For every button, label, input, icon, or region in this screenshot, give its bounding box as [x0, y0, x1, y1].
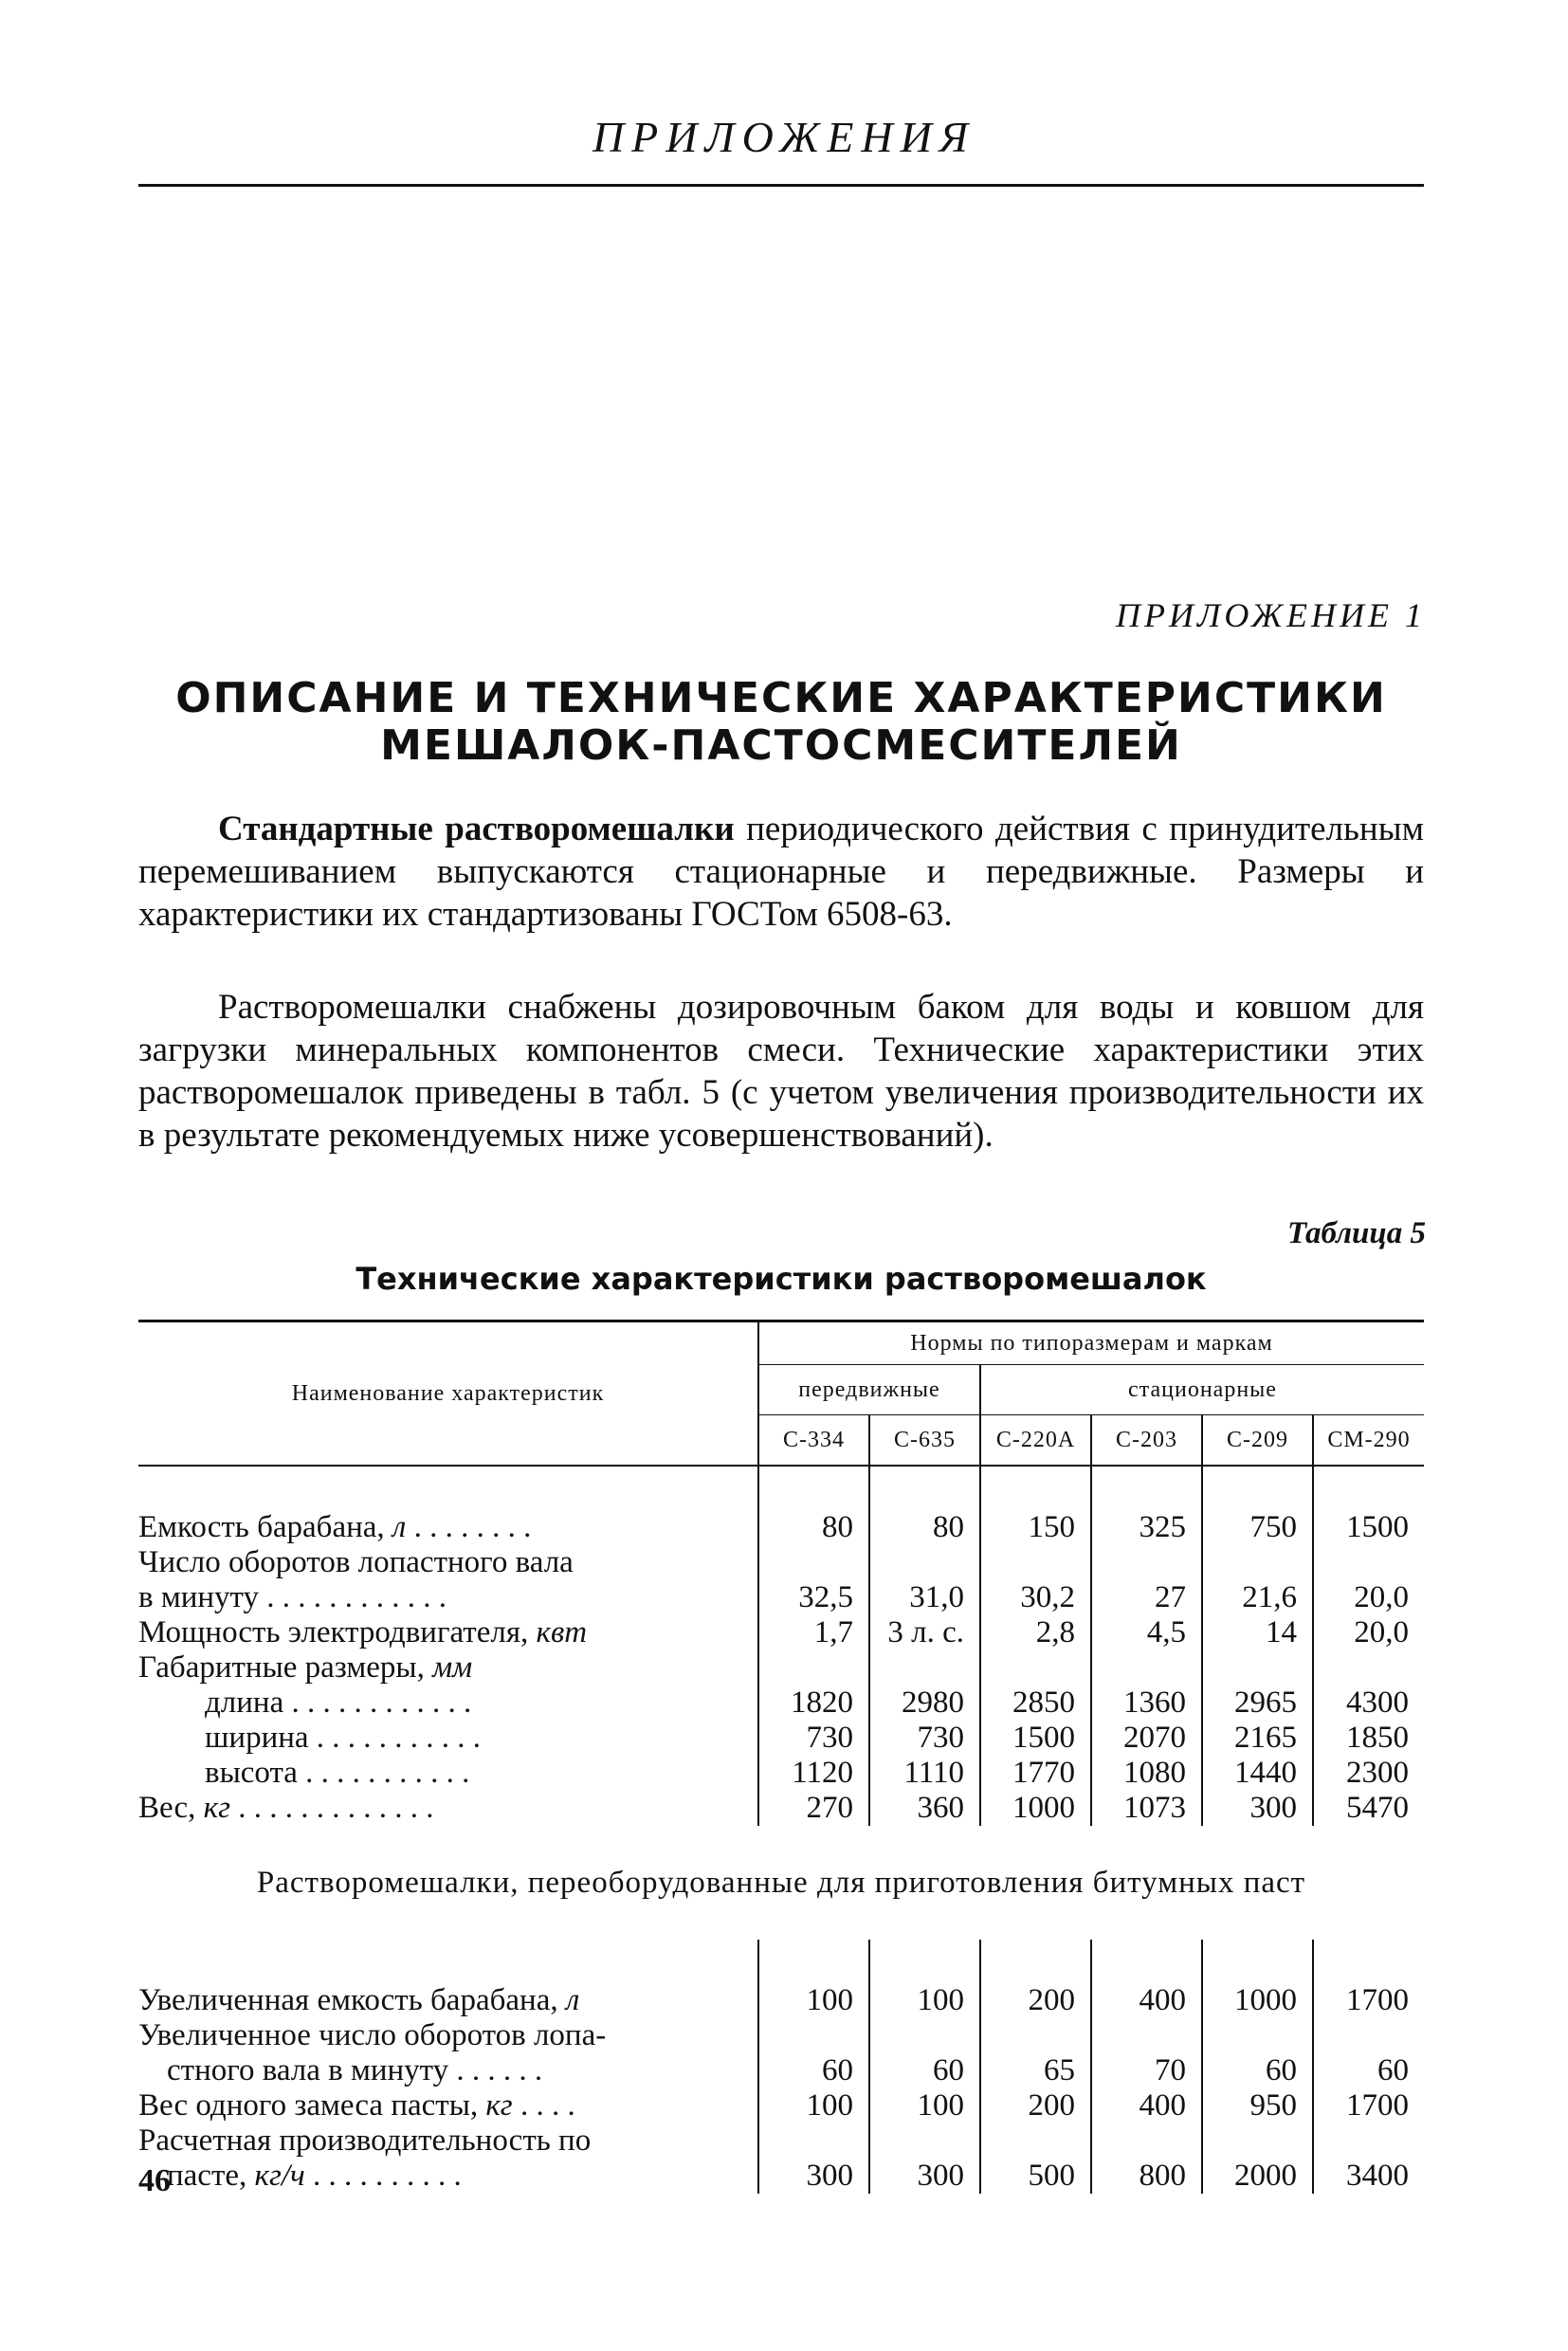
model-header: С-220А: [980, 1415, 1091, 1467]
table-cell: 200: [980, 2088, 1091, 2123]
table-cell: 1120: [758, 1756, 869, 1791]
table-row: [138, 1983, 1424, 2018]
table-cell: 200: [980, 1983, 1091, 2018]
row-label: Увеличенная емкость барабана, л: [138, 1983, 580, 2017]
table-cell: 4,5: [1091, 1615, 1202, 1650]
running-head: ПРИЛОЖЕНИЯ: [592, 113, 976, 161]
table-cell: 21,6: [1202, 1545, 1313, 1615]
table-cell: 1700: [1313, 1983, 1424, 2018]
table-cell: 1000: [980, 1791, 1091, 1826]
table-cell: 2165: [1202, 1721, 1313, 1756]
table-cell: 325: [1091, 1510, 1202, 1545]
table-cell: 2,8: [980, 1615, 1091, 1650]
table-cell: 800: [1091, 2123, 1202, 2194]
table-cell: 4300: [1313, 1686, 1424, 1721]
table-cell: 1440: [1202, 1756, 1313, 1791]
table-cell: 730: [758, 1721, 869, 1756]
table-cell: 27: [1091, 1545, 1202, 1615]
table-cell: 500: [980, 2123, 1091, 2194]
table-cell: 60: [1313, 2018, 1424, 2088]
table-cell: 400: [1091, 1983, 1202, 2018]
paragraph-1: [138, 808, 1424, 936]
table-cell: 1820: [758, 1686, 869, 1721]
stationary-group-header: стационарные: [980, 1365, 1424, 1415]
table-cell: 100: [758, 2088, 869, 2123]
table-label: Таблица 5: [1286, 1216, 1426, 1250]
table-cell: 31,0: [869, 1545, 980, 1615]
table-cell: 1850: [1313, 1721, 1424, 1756]
title-line-2: МЕШАЛОК-ПАСТОСМЕСИТЕЛЕЙ: [380, 721, 1182, 770]
table-cell: 1000: [1202, 1983, 1313, 2018]
table-row: [138, 1686, 1424, 1721]
table-row: [138, 1791, 1424, 1826]
row-label: ширина . . . . . . . . . . .: [205, 1721, 482, 1755]
table-cell: 1080: [1091, 1756, 1202, 1791]
title-line-1: ОПИСАНИЕ И ТЕХНИЧЕСКИЕ ХАРАКТЕРИСТИКИ: [175, 674, 1387, 722]
table-cell: 80: [758, 1510, 869, 1545]
table-cell: 30,2: [980, 1545, 1091, 1615]
spec-table: [138, 1320, 1424, 2194]
table-cell: 400: [1091, 2088, 1202, 2123]
table-cell: 1110: [869, 1756, 980, 1791]
table-cell: 1500: [980, 1721, 1091, 1756]
paragraph-1-text: периодического действия с принудительным перемешиванием выпускаются стационарные и передвижные. Размеры и характеристики их стандартизованы ГОСТом 6508-63.: [138, 810, 1424, 934]
table-cell: 60: [869, 2018, 980, 2088]
table-cell: 2965: [1202, 1686, 1313, 1721]
section-row: [138, 1826, 1424, 1940]
row-label: Емкость барабана, л . . . . . . . .: [138, 1510, 532, 1544]
table-row: [138, 1756, 1424, 1791]
table-row: [138, 1721, 1424, 1756]
table-cell: 360: [869, 1791, 980, 1826]
table-cell: 60: [758, 2018, 869, 2088]
table-cell: 750: [1202, 1510, 1313, 1545]
table-row: [138, 2123, 1424, 2194]
section-title: [138, 675, 1424, 770]
paragraph-2: Растворомешалки снабжены дозировочным баком для воды и ковшом для загрузки минеральных компонентов смеси. Технические характеристики этих растворомешалок приведены в табл. 5 (с учетом увеличения производительности их в результате рекомендуемых ниже усовершенствований).: [138, 988, 1424, 1155]
norms-group-header: Нормы по типоразмерам и маркам: [758, 1321, 1424, 1365]
table-cell: 100: [869, 1983, 980, 2018]
model-header: С-203: [1091, 1415, 1202, 1467]
table-row: [138, 1510, 1424, 1545]
row-label: Вес, кг . . . . . . . . . . . . .: [138, 1791, 434, 1825]
row-label: высота . . . . . . . . . . .: [205, 1756, 470, 1790]
table-cell: 14: [1202, 1615, 1313, 1650]
table-cell: 2000: [1202, 2123, 1313, 2194]
table-cell: 1700: [1313, 2088, 1424, 2123]
table-cell: 100: [758, 1983, 869, 2018]
row-label: Расчетная производительность по пасте, кг/ч . . . . . . . . . .: [138, 2123, 592, 2193]
table-row: [138, 2018, 1424, 2088]
table-cell: 32,5: [758, 1545, 869, 1615]
header-rule: [138, 184, 1424, 187]
table-cell: 60: [1202, 2018, 1313, 2088]
table-cell: 150: [980, 1510, 1091, 1545]
table-cell: 270: [758, 1791, 869, 1826]
section-2-title: Растворомешалки, переоборудованные для приготовления битумных паст: [256, 1865, 1306, 1900]
mobile-group-header: передвижные: [758, 1365, 980, 1415]
table-cell: 2300: [1313, 1756, 1424, 1791]
table-cell: 5470: [1313, 1791, 1424, 1826]
row-label: длина . . . . . . . . . . . .: [205, 1686, 472, 1720]
model-header: С-635: [869, 1415, 980, 1467]
paragraph-1-lead: Стандартные растворомешалки: [218, 810, 735, 848]
model-header: С-334: [758, 1415, 869, 1467]
table-cell: 2070: [1091, 1721, 1202, 1756]
appendix-label: ПРИЛОЖЕНИЕ 1: [1116, 596, 1426, 634]
table-cell: 1500: [1313, 1510, 1424, 1545]
spacer-row: [138, 1940, 1424, 1983]
page-number: 46: [138, 2163, 171, 2198]
table-cell: 730: [869, 1721, 980, 1756]
table-cell: 3400: [1313, 2123, 1424, 2194]
table-cell: 300: [869, 2123, 980, 2194]
table-cell: 1360: [1091, 1686, 1202, 1721]
table-cell: 1,7: [758, 1615, 869, 1650]
table-cell: 1770: [980, 1756, 1091, 1791]
row-label: Мощность электродвигателя, квт: [138, 1615, 588, 1649]
model-header: С-209: [1202, 1415, 1313, 1467]
table-row: [138, 1615, 1424, 1650]
row-label: Вес одного замеса пасты, кг . . . .: [138, 2088, 575, 2123]
table-cell: 300: [758, 2123, 869, 2194]
table-cell: 100: [869, 2088, 980, 2123]
table-cell: 950: [1202, 2088, 1313, 2123]
table-cell: 3 л. с.: [869, 1615, 980, 1650]
name-column-header: Наименование характеристик: [138, 1321, 758, 1467]
row-label: Увеличенное число оборотов лопа- стного вала в минуту . . . . . .: [138, 2018, 607, 2087]
row-label: Число оборотов лопастного вала в минуту . . . . . . . . . . . .: [138, 1545, 574, 1614]
table-row: [138, 1650, 1424, 1686]
table-cell: 65: [980, 2018, 1091, 2088]
table-cell: 70: [1091, 2018, 1202, 2088]
table-row: [138, 2088, 1424, 2123]
table-cell: 300: [1202, 1791, 1313, 1826]
model-header: СМ-290: [1313, 1415, 1424, 1467]
spacer-row: [138, 1466, 1424, 1510]
row-label: Габаритные размеры, мм: [138, 1650, 473, 1685]
table-title: Технические характеристики растворомешалок: [356, 1261, 1207, 1297]
table-cell: 20,0: [1313, 1615, 1424, 1650]
table-cell: 1073: [1091, 1791, 1202, 1826]
table-cell: 20,0: [1313, 1545, 1424, 1615]
table-cell: 2850: [980, 1686, 1091, 1721]
table-cell: 80: [869, 1510, 980, 1545]
table-cell: 2980: [869, 1686, 980, 1721]
table-row: [138, 1545, 1424, 1615]
